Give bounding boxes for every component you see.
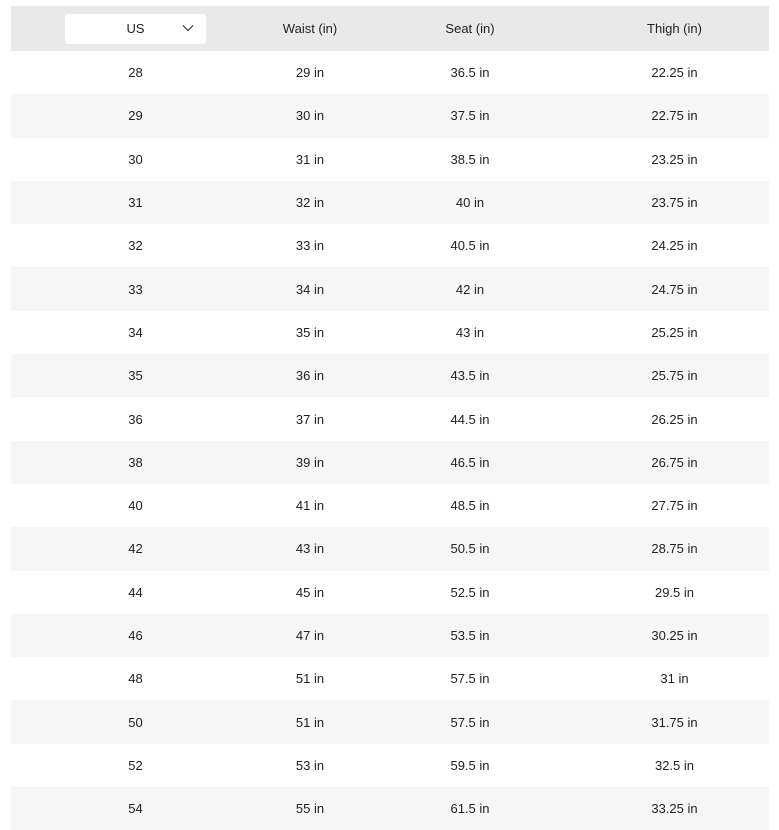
waist-cell: 41 in: [295, 498, 325, 514]
size-cell: 42: [128, 541, 143, 557]
size-cell: 48: [128, 671, 143, 687]
waist-cell: 39 in: [295, 454, 325, 470]
seat-cell: 42 in: [455, 281, 485, 297]
table-row: [11, 441, 769, 484]
thigh-cell: 30.25 in: [651, 628, 698, 643]
waist-cell: 37 in: [295, 411, 325, 427]
thigh-cell: 23.25 in: [651, 151, 698, 167]
thigh-cell: 24.75 in: [651, 281, 698, 297]
thigh-cell: 23.75 in: [651, 195, 698, 211]
seat-cell: 36.5 in: [450, 65, 490, 81]
seat-cell: 43 in: [455, 324, 485, 340]
size-cell: 33: [128, 281, 143, 297]
seat-cell: 40.5 in: [450, 238, 490, 254]
column-header-seat: Seat (in): [445, 21, 495, 36]
waist-cell: 51 in: [295, 714, 325, 730]
size-region-select[interactable]: [65, 14, 206, 44]
size-cell: 50: [128, 714, 143, 730]
seat-cell: 61.5 in: [450, 801, 490, 817]
thigh-cell: 25.75 in: [651, 368, 698, 384]
seat-cell: 38.5 in: [450, 151, 490, 167]
waist-cell: 30 in: [295, 108, 325, 124]
seat-cell: 40 in: [455, 195, 485, 211]
thigh-cell: 22.75 in: [651, 108, 698, 124]
size-cell: 52: [128, 757, 143, 773]
size-cell: 35: [128, 368, 143, 384]
table-row: [11, 614, 769, 657]
seat-cell: 59.5 in: [450, 757, 490, 773]
column-header-thigh: Thigh (in): [647, 21, 702, 36]
thigh-cell: 25.25 in: [651, 324, 698, 340]
table-row: [11, 484, 769, 527]
size-cell: 46: [128, 628, 143, 643]
size-cell: 54: [128, 801, 143, 817]
seat-cell: 57.5 in: [450, 671, 490, 687]
table-row: [11, 397, 769, 440]
table-row: [11, 138, 769, 181]
table-header-row: [11, 6, 769, 51]
table-row: [11, 267, 769, 310]
column-header-waist: Waist (in): [282, 21, 338, 36]
seat-cell: 50.5 in: [450, 541, 490, 557]
seat-cell: 43.5 in: [450, 368, 490, 384]
waist-cell: 29 in: [295, 65, 325, 81]
chevron-down-icon: [182, 24, 194, 32]
size-table: [11, 6, 769, 830]
seat-cell: 53.5 in: [450, 628, 490, 643]
waist-cell: 33 in: [295, 238, 325, 254]
thigh-cell: 31.75 in: [651, 714, 698, 730]
size-cell: 32: [128, 238, 143, 254]
table-row: [11, 744, 769, 787]
seat-cell: 37.5 in: [450, 108, 490, 124]
table-row: [11, 527, 769, 570]
table-row: [11, 94, 769, 137]
size-region-value: US: [126, 21, 145, 36]
region-header: [11, 6, 260, 51]
size-cell: 40: [128, 498, 143, 514]
thigh-cell: 26.25 in: [651, 411, 698, 427]
waist-cell: 51 in: [295, 671, 325, 687]
size-cell: 36: [128, 411, 143, 427]
size-cell: 30: [128, 151, 143, 167]
seat-cell: 57.5 in: [450, 714, 490, 730]
table-row: [11, 354, 769, 397]
waist-cell: 36 in: [295, 368, 325, 384]
thigh-cell: 24.25 in: [651, 238, 698, 254]
table-body: [11, 51, 769, 830]
size-cell: 28: [128, 65, 143, 81]
waist-cell: 32 in: [295, 195, 325, 211]
thigh-cell: 32.5 in: [654, 757, 695, 773]
table-row: [11, 657, 769, 700]
waist-cell: 55 in: [295, 801, 325, 817]
size-chart: [11, 6, 769, 830]
size-cell: 29: [128, 108, 143, 124]
thigh-cell: 28.75 in: [651, 541, 698, 557]
thigh-cell: 22.25 in: [651, 65, 698, 81]
table-row: [11, 181, 769, 224]
waist-cell: 45 in: [295, 584, 325, 600]
size-cell: 44: [128, 584, 143, 600]
seat-cell: 48.5 in: [450, 498, 490, 514]
thigh-cell: 29.5 in: [654, 584, 695, 600]
waist-cell: 47 in: [295, 628, 325, 643]
thigh-cell: 27.75 in: [651, 498, 698, 514]
waist-cell: 53 in: [295, 757, 325, 773]
waist-cell: 35 in: [295, 324, 325, 340]
waist-cell: 31 in: [295, 151, 325, 167]
table-row: [11, 571, 769, 614]
waist-cell: 43 in: [295, 541, 325, 557]
thigh-cell: 31 in: [660, 671, 689, 687]
table-row: [11, 311, 769, 354]
waist-cell: 34 in: [295, 281, 325, 297]
table-row: [11, 51, 769, 94]
seat-cell: 46.5 in: [450, 454, 490, 470]
table-row: [11, 224, 769, 267]
seat-cell: 44.5 in: [450, 411, 490, 427]
seat-cell: 52.5 in: [450, 584, 490, 600]
table-row: [11, 700, 769, 743]
size-cell: 34: [128, 324, 143, 340]
table-row: [11, 787, 769, 830]
thigh-cell: 33.25 in: [651, 801, 698, 817]
size-cell: 31: [128, 195, 143, 211]
size-cell: 38: [128, 454, 143, 470]
thigh-cell: 26.75 in: [651, 454, 698, 470]
